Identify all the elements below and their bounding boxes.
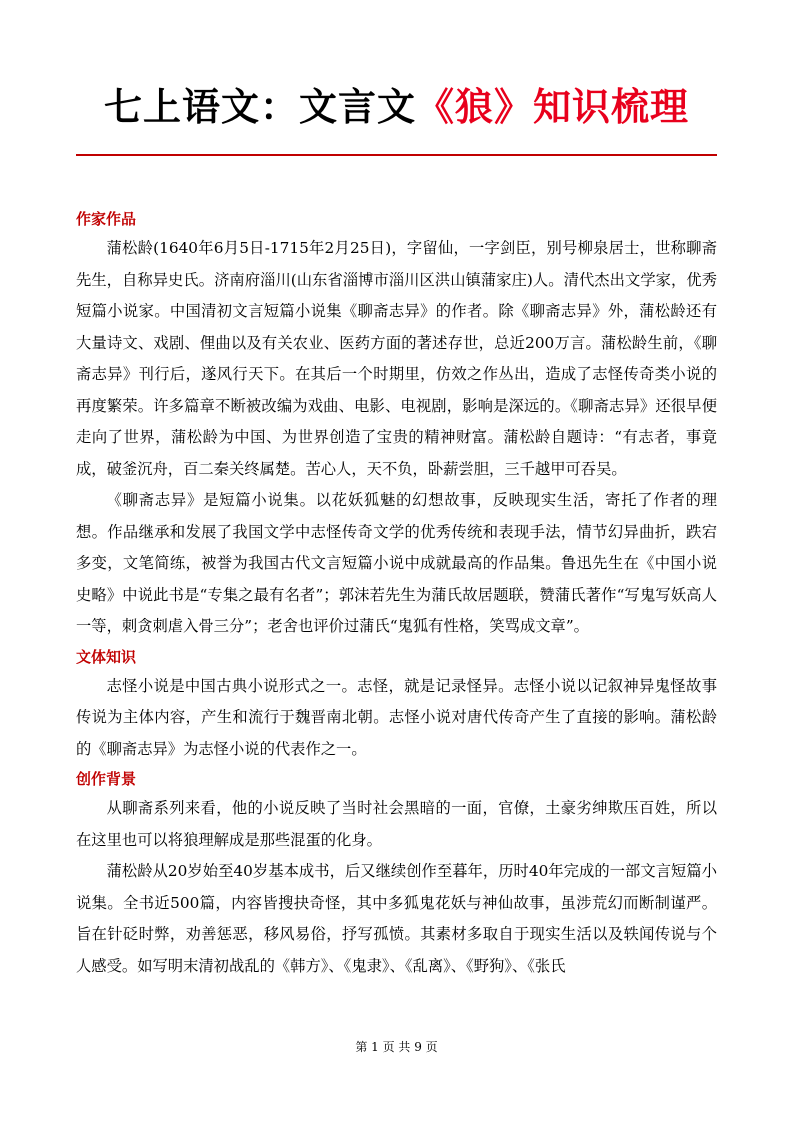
section-heading-background: 创作背景	[76, 770, 137, 788]
document-body	[76, 205, 717, 982]
title-part-2: 《狼》知识梳理	[416, 85, 690, 129]
paragraph: 从聊斋系列来看，他的小说反映了当时社会黑暗的一面，官僚，土豪劣绅欺压百姓，所以在这里也可以将狼理解成是那些混蛋的化身。	[76, 799, 717, 849]
paragraph: 蒲松龄(1640年6月5日-1715年2月25日)，字留仙，一字剑臣，别号柳泉居士，世称聊斋先生，自称异史氏。济南府淄川(山东省淄博市淄川区洪山镇蒲家庄)人。清代杰出文学家，优秀短篇小说家。中国清初文言短篇小说集《聊斋志异》的作者。除《聊斋志异》外，蒲松龄还有大量诗文、戏剧、俚曲以及有关农业、医药方面的著述存世，总近200万言。蒲松龄生前，《聊斋志异》刊行后，遂风行天下。在其后一个时期里，仿效之作丛出，造成了志怪传奇类小说的再度繁荣。许多篇章不断被改编为戏曲、电影、电视剧，影响是深远的。《聊斋志异》还很早便走向了世界，蒲松龄为中国、为世界创造了宝贵的精神财富。蒲松龄自题诗：“有志者，事竟成，破釜沉舟，百二秦关终属楚。苦心人，天不负，卧薪尝胆，三千越甲可吞吴。	[76, 239, 717, 478]
page-number-footer: 第 1 页 共 9 页	[355, 1040, 438, 1054]
section-heading-genre-knowledge: 文体知识	[76, 647, 137, 666]
title-part-1: 七上语文：文言文	[103, 85, 416, 129]
paragraph: 志怪小说是中国古典小说形式之一。志怪，就是记录怪异。志怪小说以记叙神异鬼怪故事传说为主体内容，产生和流行于魏晋南北朝。志怪小说对唐代传奇产生了直接的影响。蒲松龄的《聊斋志异》为志怪小说的代表作之一。	[76, 676, 717, 758]
section-heading-author-works: 作家作品	[76, 210, 137, 228]
paragraph: 蒲松龄从20岁始至40岁基本成书，后又继续创作至暮年，历时40年完成的一部文言短篇小说集。全书近500篇，内容皆搜抉奇怪，其中多狐鬼花妖与神仙故事，虽涉荒幻而断制谨严。旨在针砭时弊，劝善惩恶，移风易俗，抒写孤愤。其素材多取自于现实生活以及轶闻传说与个人感受。如写明末清初战乱的《韩方》、《鬼隶》、《乱离》、《野狗》、《张氏	[76, 862, 717, 975]
page-title	[0, 82, 793, 132]
title-divider	[76, 154, 717, 156]
paragraph: 《聊斋志异》是短篇小说集。以花妖狐魅的幻想故事，反映现实生活，寄托了作者的理想。作品继承和发展了我国文学中志怪传奇文学的优秀传统和表现手法，情节幻异曲折，跌宕多变，文笔简练，被誉为我国古代文言短篇小说中成就最高的作品集。鲁迅先生在《中国小说史略》中说此书是“专集之最有名者”；郭沫若先生为蒲氏故居题联，赞蒲氏著作“写鬼写妖高人一等，刺贪刺虐入骨三分”；老舍也评价过蒲氏“鬼狐有性格，笑骂成文章”。	[76, 491, 717, 635]
